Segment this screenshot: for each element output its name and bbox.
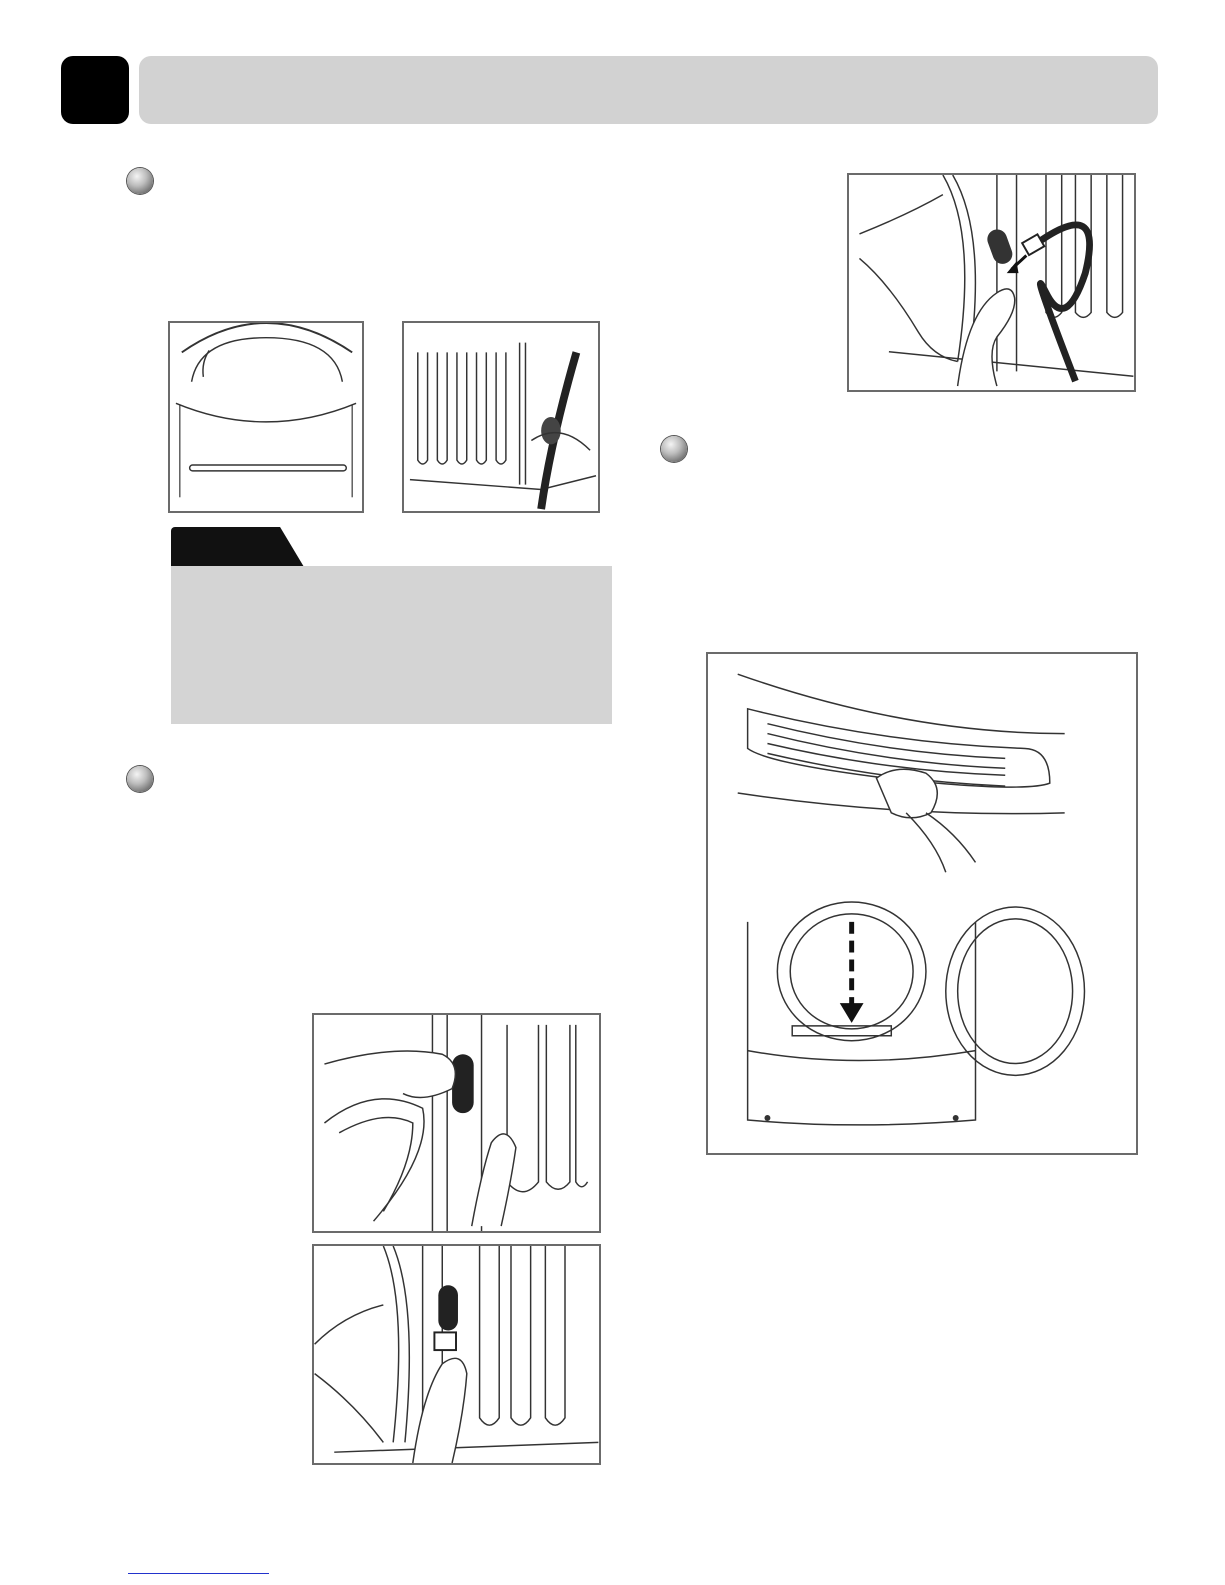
lint-filter-drawing <box>708 654 1136 1153</box>
step-bullet-3 <box>661 436 687 462</box>
footer-rule <box>128 1573 269 1574</box>
header-bar <box>139 56 1158 124</box>
hose-grip-drawing <box>314 1015 599 1231</box>
hose-seated-illustration <box>312 1244 601 1465</box>
step-bullet-1 <box>127 168 153 194</box>
step-bullet-2 <box>127 766 153 792</box>
hose-connect-drawing <box>849 175 1134 390</box>
note-tab <box>171 527 304 567</box>
hose-connect-illustration <box>847 173 1136 392</box>
hose-seated-drawing <box>314 1246 599 1463</box>
hose-grip-illustration <box>312 1013 601 1233</box>
note-box <box>171 566 612 724</box>
lint-and-door-illustration <box>706 652 1138 1155</box>
dryer-back-drawing <box>404 323 598 511</box>
dryer-front-illustration <box>168 321 364 513</box>
dryer-back-illustration <box>402 321 600 513</box>
dryer-front-drawing <box>170 323 362 511</box>
section-tab <box>61 56 129 124</box>
